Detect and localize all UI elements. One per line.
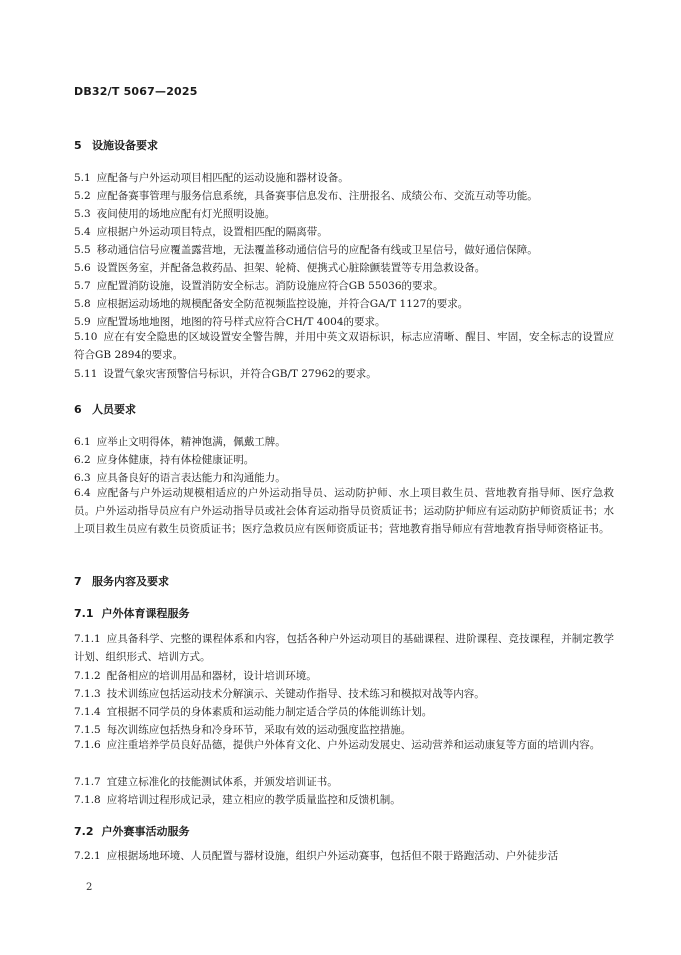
section-number: 5 xyxy=(74,139,82,152)
clause-5-2: 5.2 应配备赛事管理与服务信息系统，具备赛事信息发布、注册报名、成绩公布、交流互动等功能。 xyxy=(74,190,538,202)
clause-7-1-3: 7.1.3 技术训练应包括运动技术分解演示、关键动作指导、技术练习和模拟对战等内容。 xyxy=(74,688,485,700)
section-heading: 服务内容及要求 xyxy=(92,575,169,588)
clause-7-1-1: 7.1.1 应具备科学、完整的课程体系和内容，包括各种户外运动项目的基础课程、进阶课程、竞技课程，并制定教学计划、组织形式、培训方式。 xyxy=(74,633,614,663)
subsection-7-1-title xyxy=(74,605,190,621)
section-number: 6 xyxy=(74,403,82,416)
subsection-heading: 户外赛事活动服务 xyxy=(101,825,190,838)
clause-6-1: 6.1 应举止文明得体，精神饱满，佩戴工牌。 xyxy=(74,436,286,448)
clause-7-1-6: 7.1.6 应注重培养学员良好品德，提供户外体育文化、户外运动发展史、运动营养和运动康复等方面的培训内容。 xyxy=(74,739,601,751)
subsection-7-2-title xyxy=(74,823,190,839)
standard-code-header: DB32/T 5067—2025 xyxy=(74,85,198,98)
clause-5-9: 5.9 应配置场地地图，地图的符号样式应符合CH/T 4004的要求。 xyxy=(74,316,386,328)
clause-5-11: 5.11 设置气象灾害预警信号标识，并符合GB/T 27962的要求。 xyxy=(74,368,377,380)
clause-7-1-4: 7.1.4 宜根据不同学员的身体素质和运动能力制定适合学员的体能训练计划。 xyxy=(74,706,433,718)
section-7-title xyxy=(74,573,169,589)
clause-5-6: 5.6 设置医务室，并配备急救药品、担架、轮椅、便携式心脏除颤装置等专用急救设备。 xyxy=(74,262,486,274)
clause-5-3: 5.3 夜间使用的场地应配有灯光照明设施。 xyxy=(74,208,276,220)
clause-5-10: 5.10 应在有安全隐患的区域设置安全警告牌，并用中英文双语标识，标志应清晰、醒目、牢固，安全标志的设置应符合GB 2894的要求。 xyxy=(74,331,614,361)
section-number: 7 xyxy=(74,575,82,588)
clause-7-1-7: 7.1.7 宜建立标准化的技能测试体系，并颁发培训证书。 xyxy=(74,776,338,788)
subsection-number: 7.2 xyxy=(74,825,94,838)
clause-7-1-2: 7.1.2 配备相应的培训用品和器材，设计培训环境。 xyxy=(74,670,317,682)
clause-5-8: 5.8 应根据运动场地的规模配备安全防范视频监控设施，并符合GA/T 1127的要求。 xyxy=(74,298,469,310)
clause-7-2-1: 7.2.1 应根据场地环境、人员配置与器材设施，组织户外运动赛事，包括但不限于路跑活动、户外徒步活 xyxy=(74,850,559,862)
clause-6-3: 6.3 应具备良好的语言表达能力和沟通能力。 xyxy=(74,472,286,484)
subsection-heading: 户外体育课程服务 xyxy=(101,607,190,620)
clause-6-2: 6.2 应身体健康，持有体检健康证明。 xyxy=(74,454,255,466)
section-5-title xyxy=(74,137,158,153)
clause-5-4: 5.4 应根据户外运动项目特点，设置相匹配的隔离带。 xyxy=(74,226,328,238)
clause-5-7: 5.7 应配置消防设施，设置消防安全标志。消防设施应符合GB 55036的要求。 xyxy=(74,280,444,292)
clause-7-1-5: 7.1.5 每次训练应包括热身和冷身环节，采取有效的运动强度监控措施。 xyxy=(74,724,412,736)
clause-6-4: 6.4 应配备与户外运动规模相适应的户外运动指导员、运动防护师、水上项目救生员、营地教育指导师、医疗急救员。户外运动指导员应有户外运动指导员或社会体育运动指导员资质证书；运动防护师应有运动防护师资质证书；水上项目救生员应有救生员资质证书；医疗急救员应有医师资质证书；营地教育指导师应有营地教育指导师资格证书。 xyxy=(74,487,614,535)
section-heading: 人员要求 xyxy=(92,403,136,416)
subsection-number: 7.1 xyxy=(74,607,94,620)
clause-7-1-8: 7.1.8 应将培训过程形成记录，建立相应的教学质量监控和反馈机制。 xyxy=(74,794,401,806)
section-heading: 设施设备要求 xyxy=(92,139,158,152)
clause-5-5: 5.5 移动通信信号应覆盖露营地，无法覆盖移动通信信号的应配备有线或卫星信号，做好通信保障。 xyxy=(74,244,538,256)
section-6-title xyxy=(74,401,136,417)
clause-5-1: 5.1 应配备与户外运动项目相匹配的运动设施和器材设备。 xyxy=(74,172,349,184)
page-number: 2 xyxy=(86,882,93,893)
